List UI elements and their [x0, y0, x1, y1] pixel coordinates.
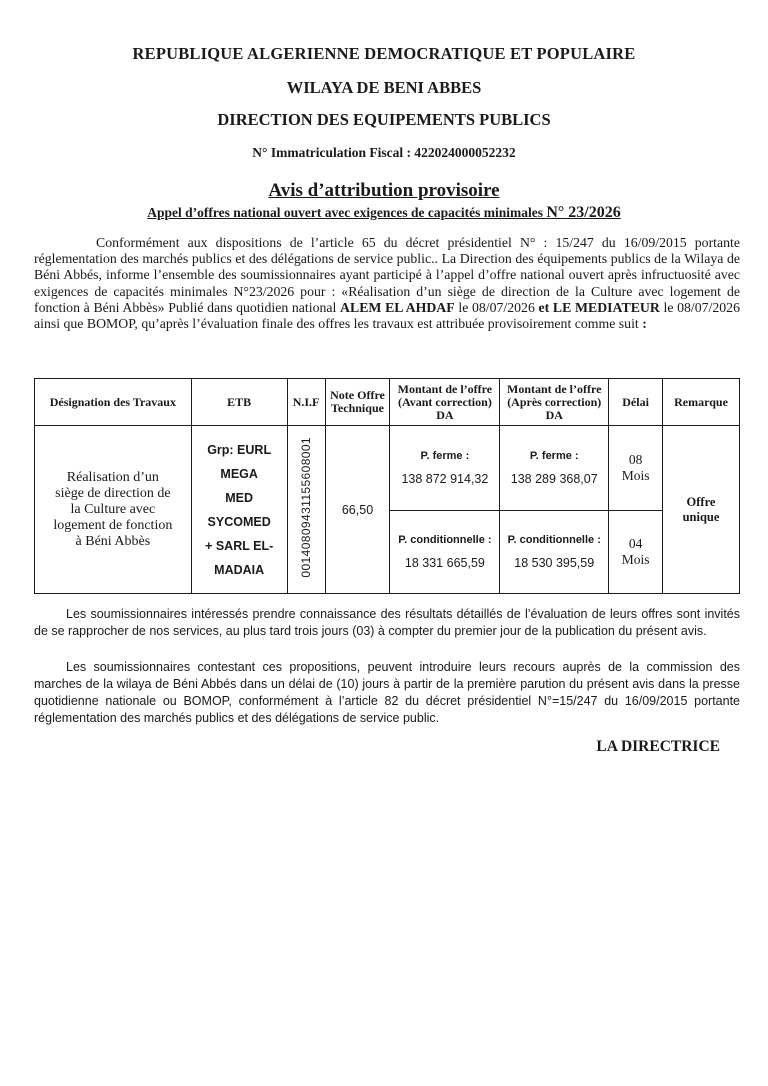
cond-amount-before: 18 331 665,59 [404, 556, 485, 570]
remark-line: unique [682, 509, 720, 524]
remark-line: Offre [686, 494, 716, 509]
cond-amount-after: 18 530 395,59 [514, 556, 595, 570]
etb-line: MED [225, 490, 254, 505]
header-delay: Délai [609, 379, 663, 426]
ferme-amount-before: 138 872 914,32 [401, 472, 489, 486]
header-fiscal-number: N° Immatriculation Fiscal : 422024000052232 [252, 145, 516, 160]
subtitle-text: Appel d’offres national ouvert avec exigences de capacités minimales [147, 205, 547, 220]
nif-value: 001408094311556080​01 [299, 436, 314, 578]
header-etb: ETB [191, 379, 287, 426]
header-wilaya: WILAYA DE BENI ABBES [286, 78, 482, 97]
signature-title: LA DIRECTRICE [596, 738, 720, 755]
cond-label: P. conditionnelle : [398, 534, 492, 546]
cond-delay-number: 04 [628, 536, 643, 551]
cell-etb [191, 426, 287, 594]
subtitle-number: N° 23/2026 [546, 204, 621, 221]
intro-part2: le 08/07/2026 [454, 299, 539, 315]
intro-newspaper-2: et LE MEDIATEUR [538, 299, 660, 315]
cell-remark [663, 426, 740, 594]
ferme-label: P. ferme : [420, 450, 470, 462]
table-header-row [35, 379, 740, 426]
etb-line: SYCOMED [207, 514, 271, 529]
ferme-amount-after: 138 289 368,07 [510, 472, 598, 486]
cell-ferme-before [390, 426, 500, 511]
cell-cond-after [500, 511, 609, 594]
intro-part1: Conformément aux dispositions de l’article 65 du décret présidentiel N° : 15/247 du 16/09/2015 portante réglementation des marchés publics et des délégations de service public.. La Direction des équipements publics de la Wilaya de Béni Abbés, informe l’ensemble des soumissionnaires ayant participé à l’appel d’offre national ouvert après infructuosité avec exigences de capacités minimales N°23/2026 pour : «Réalisation d’un siège de direction de la Culture avec logement de fonction à Béni Abbès» Publié dans quotidien national [34, 235, 740, 315]
header-designation: Désignation des Travaux [35, 379, 192, 426]
cell-cond-before [390, 511, 500, 594]
cell-note: 66,50 [325, 426, 390, 594]
notice-appeal: Les soumissionnaires contestant ces propositions, peuvent introduire leurs recours auprès de la commission des marches de la wilaya de Béni Abbés dans un délai de (10) jours à partir de la première parution du présent avis dans la presse quotidienne nationale ou BOMOP, conformément à l’article 82 du décret présidentiel N°=15/247 du 16/09/2015 portante réglementation des marchés publics et des délégations de service public. [34, 660, 740, 725]
notice-consultation: Les soumissionnaires intéressés prendre connaissance des résultats détaillés de l’évaluation de leurs offres sont invités de se rapprocher de nos services, au plus tard trois jours (03) à compter du premier jour de la publication du présent avis. [34, 607, 740, 638]
etb-line: + SARL EL- [205, 538, 274, 553]
cell-designation: Réalisation d’un siège de direction de la Culture avec logement de fonction à Béni Abbès [35, 426, 192, 594]
header-nif: N.I.F [287, 379, 325, 426]
header-republic: REPUBLIQUE ALGERIENNE DEMOCRATIQUE ET POPULAIRE [132, 44, 636, 63]
header-amount-before: Montant de l’offre (Avant correction) DA [390, 379, 500, 426]
cell-ferme-delay [609, 426, 663, 511]
cond-delay-unit: Mois [621, 552, 650, 567]
cond-label: P. conditionnelle : [507, 534, 601, 546]
notice-subtitle [0, 204, 768, 222]
attribution-table [34, 378, 740, 594]
etb-line: MADAIA [214, 562, 265, 577]
ferme-delay-unit: Mois [621, 468, 650, 483]
cell-nif [287, 426, 325, 594]
intro-paragraph [34, 235, 740, 332]
header-amount-after: Montant de l’offre (Après correction) DA [500, 379, 609, 426]
etb-line: Grp: EURL [207, 442, 272, 457]
ferme-label: P. ferme : [529, 450, 579, 462]
cell-cond-delay [609, 511, 663, 594]
ferme-delay-number: 08 [628, 452, 643, 467]
table-row [35, 426, 740, 511]
cell-ferme-after [500, 426, 609, 511]
notice-title: Avis d’attribution provisoire [268, 180, 500, 201]
header-direction: DIRECTION DES EQUIPEMENTS PUBLICS [217, 110, 551, 129]
intro-part3: le 08/07/2026 ainsi que BOMOP, qu’après l’évaluation finale des offres les travaux est attribuée provisoirement comme suit [34, 299, 740, 332]
intro-newspaper-1: ALEM EL AHDAF [340, 299, 455, 315]
intro-colon: : [642, 316, 647, 332]
etb-line: MEGA [220, 466, 258, 481]
header-note: Note Offre Technique [325, 379, 390, 426]
header-remark: Remarque [663, 379, 740, 426]
